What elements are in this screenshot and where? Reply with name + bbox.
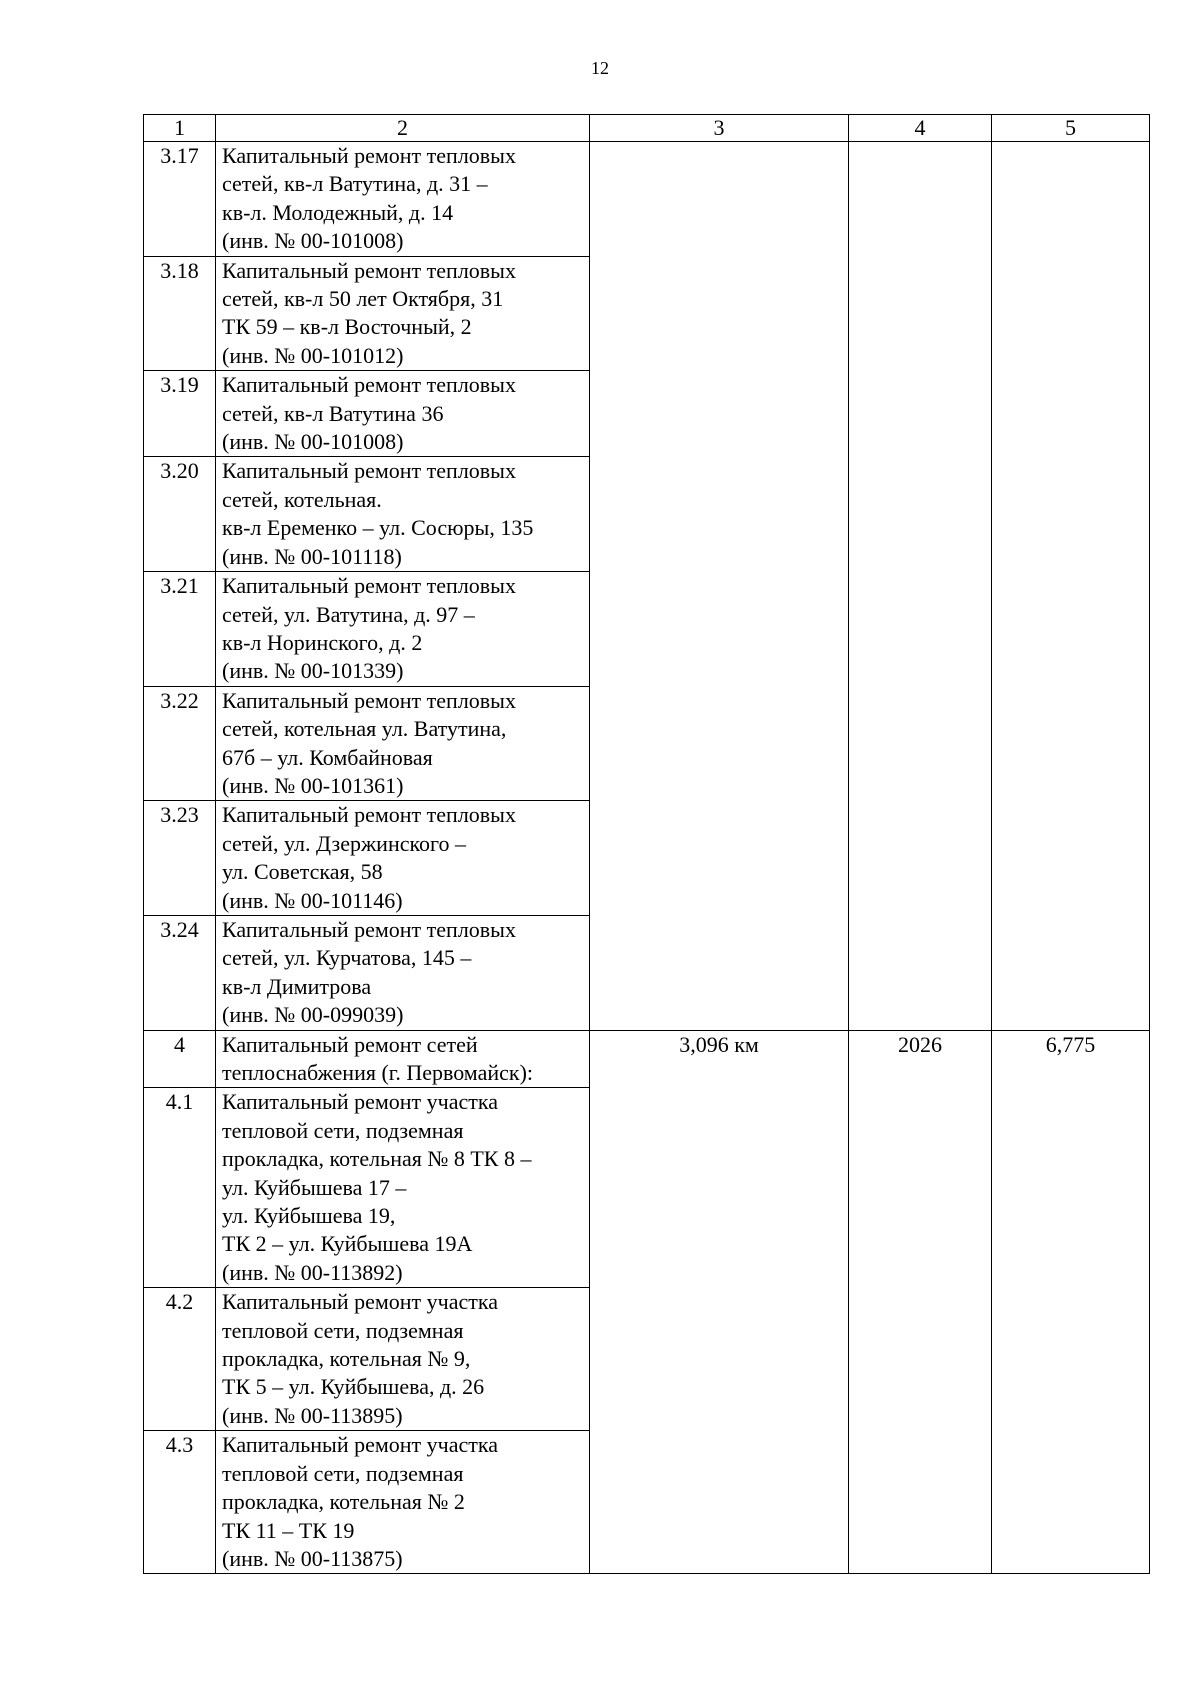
page-number: 12: [591, 58, 609, 78]
description-line: 67б – ул. Комбайновая: [222, 744, 433, 770]
header-cell: 3: [590, 115, 849, 142]
description-line: ТК 59 – кв-л Восточный, 2: [222, 314, 472, 340]
description-line: (инв. № 00-101146): [222, 887, 403, 913]
description-line: (инв. № 00-113892): [222, 1259, 403, 1285]
row-description: [216, 457, 590, 572]
description-line: (инв. № 00-101118): [222, 543, 402, 569]
description-line: прокладка, котельная № 8 ТК 8 –: [222, 1146, 532, 1172]
description-line: (инв. № 00-113895): [222, 1402, 403, 1428]
table-header-row: [144, 115, 1150, 142]
row-number: 3.18: [144, 256, 216, 371]
description-line: (инв. № 00-101361): [222, 772, 404, 798]
year-cell: 2026: [849, 1030, 992, 1574]
description-line: Капитальный ремонт тепловых: [222, 372, 516, 398]
cost-cell: 6,775: [992, 1030, 1150, 1574]
cost-cell-section-3: [992, 142, 1150, 1031]
description-line: ул. Советская, 58: [222, 859, 383, 885]
header-cell: 4: [849, 115, 992, 142]
header-cell: 5: [992, 115, 1150, 142]
row-description: [216, 256, 590, 371]
row-description: [216, 801, 590, 916]
description-line: Капитальный ремонт тепловых: [222, 257, 516, 283]
description-line: (инв. № 00-099039): [222, 1002, 404, 1028]
description-line: ТК 2 – ул. Куйбышева 19А: [222, 1231, 473, 1257]
description-line: Капитальный ремонт участка: [222, 1089, 498, 1115]
works-table: [143, 114, 1150, 1574]
row-description: [216, 1288, 590, 1431]
description-line: Капитальный ремонт сетей: [222, 1031, 478, 1057]
row-description: [216, 371, 590, 457]
description-line: Капитальный ремонт тепловых: [222, 687, 516, 713]
description-line: ул. Куйбышева 19,: [222, 1203, 396, 1229]
row-description: [216, 686, 590, 801]
row-description: [216, 1431, 590, 1574]
table-row: [144, 1030, 1150, 1088]
description-line: сетей, котельная ул. Ватутина,: [222, 716, 507, 742]
row-description: [216, 1088, 590, 1288]
row-description: [216, 915, 590, 1030]
description-line: сетей, ул. Ватутина, д. 97 –: [222, 601, 475, 627]
description-line: сетей, кв-л 50 лет Октября, 31: [222, 286, 504, 312]
row-description: [216, 1030, 590, 1088]
row-number: 3.23: [144, 801, 216, 916]
row-number: 4.1: [144, 1088, 216, 1288]
row-description: [216, 572, 590, 687]
description-line: кв-л Еременко – ул. Сосюры, 135: [222, 515, 534, 541]
description-line: Капитальный ремонт тепловых: [222, 802, 516, 828]
description-line: (инв. № 00-101339): [222, 658, 404, 684]
description-line: (инв. № 00-101008): [222, 429, 404, 455]
length-cell-section-3: [590, 142, 849, 1031]
header-cell: 2: [216, 115, 590, 142]
description-line: (инв. № 00-101008): [222, 228, 404, 254]
description-line: (инв. № 00-101012): [222, 342, 404, 368]
row-number: 3.17: [144, 142, 216, 257]
description-line: сетей, ул. Курчатова, 145 –: [222, 945, 472, 971]
description-line: Капитальный ремонт тепловых: [222, 458, 516, 484]
description-line: тепловой сети, подземная: [222, 1117, 464, 1143]
description-line: прокладка, котельная № 9,: [222, 1346, 471, 1372]
table-row: [144, 142, 1150, 257]
row-number: 4: [144, 1030, 216, 1088]
description-line: сетей, кв-л Ватутина, д. 31 –: [222, 171, 488, 197]
description-line: тепловой сети, подземная: [222, 1460, 464, 1486]
description-line: теплоснабжения (г. Первомайск):: [222, 1060, 534, 1085]
description-line: ТК 11 – ТК 19: [222, 1517, 355, 1543]
row-number: 3.20: [144, 457, 216, 572]
row-description: [216, 142, 590, 257]
length-cell: 3,096 км: [590, 1030, 849, 1574]
row-number: 3.19: [144, 371, 216, 457]
description-line: Капитальный ремонт тепловых: [222, 916, 516, 942]
row-number: 3.21: [144, 572, 216, 687]
description-line: сетей, ул. Дзержинского –: [222, 830, 467, 856]
description-line: кв-л Димитрова: [222, 973, 372, 999]
description-line: кв-л. Молодежный, д. 14: [222, 199, 454, 225]
row-number: 3.24: [144, 915, 216, 1030]
description-line: (инв. № 00-113875): [222, 1545, 403, 1571]
description-line: прокладка, котельная № 2: [222, 1489, 465, 1515]
year-cell-section-3: [849, 142, 992, 1031]
description-line: ТК 5 – ул. Куйбышева, д. 26: [222, 1374, 485, 1400]
description-line: Капитальный ремонт участка: [222, 1289, 498, 1315]
description-line: тепловой сети, подземная: [222, 1317, 464, 1343]
description-line: ул. Куйбышева 17 –: [222, 1174, 407, 1200]
description-line: Капитальный ремонт тепловых: [222, 573, 516, 599]
row-number: 4.3: [144, 1431, 216, 1574]
description-line: кв-л Норинского, д. 2: [222, 629, 423, 655]
description-line: Капитальный ремонт участка: [222, 1432, 498, 1458]
header-cell: 1: [144, 115, 216, 142]
description-line: Капитальный ремонт тепловых: [222, 143, 516, 168]
description-line: сетей, котельная.: [222, 486, 382, 512]
description-line: сетей, кв-л Ватутина 36: [222, 400, 444, 426]
row-number: 3.22: [144, 686, 216, 801]
row-number: 4.2: [144, 1288, 216, 1431]
